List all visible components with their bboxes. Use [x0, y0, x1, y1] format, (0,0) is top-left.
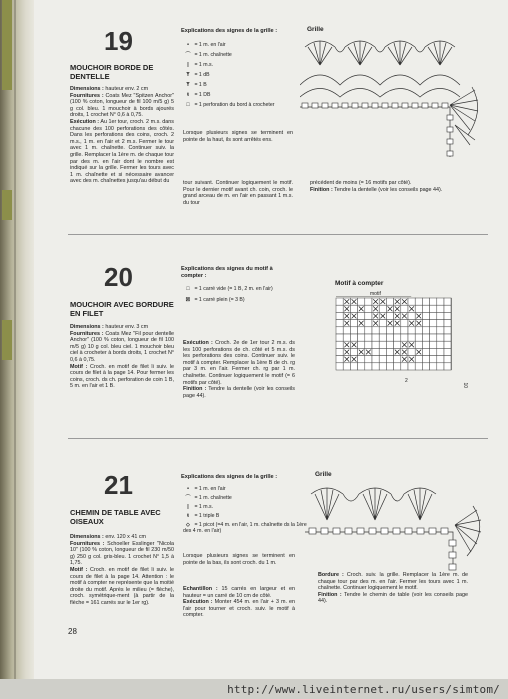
filet-cell — [444, 334, 451, 341]
filet-cell — [408, 312, 415, 319]
filet-cell — [422, 334, 429, 341]
section-20-side-number: 10 — [462, 382, 469, 389]
watermark-bar — [0, 679, 508, 699]
filet-cell — [336, 334, 343, 341]
section-21-title: CHEMIN DE TABLE AVEC OISEAUX — [70, 508, 161, 526]
filet-cell — [365, 327, 372, 334]
single-crochet-icon: | — [187, 62, 189, 68]
text: Coats Mez "Spitzen Anchor" (100 % coton, longueur de fil 100 m/5 g) 5 g col. bleu. 1 mouchoir à bords ajourés droits, 1 crochet N° 0,6 à 0,75. — [70, 92, 174, 119]
filet-cell — [386, 363, 393, 370]
filet-cell — [358, 312, 365, 319]
spine-green-strip — [2, 320, 12, 360]
filet-cell — [350, 363, 357, 370]
filet-cell — [437, 320, 444, 327]
text: Au 1er tour, croch. 2 m.s. dans chacune des 100 perforations des côtés. Dans les perforations des coins, croch. 2 m.s., 1 m. en l'air et 2 m.s. Fermer le tour avec 1 m. chaînette. Continuer suiv. la grille. Remplacer la 1ère m. de chaque tour par des m. en l'air dont le nombre est indiqué sur la grille. Fermer les tours avec 1 m. chaînette et si nécessaire avancer avec des m. chaînettes jusqu'au début du — [70, 118, 174, 185]
section-20-figure-label: motif — [370, 291, 381, 297]
filet-cell — [437, 327, 444, 334]
filet-cell — [365, 356, 372, 363]
label: Finition : — [183, 386, 207, 393]
filet-cell — [365, 298, 372, 305]
label: Dimensions : — [70, 324, 104, 330]
text: Croch. en motif de filet li suiv. le cours de filet à la page 14. Attention : le motif à compter ne représente que la moitié droite du motif. Après le milieu (= flèche), croch. symétrique-ment (à partir de la flèche = 161 carrés sur le 1er rg). — [70, 566, 175, 606]
filet-cell — [379, 363, 386, 370]
filet-cell — [372, 356, 379, 363]
label: Motif : — [70, 566, 88, 573]
label: Echantillon : — [183, 586, 218, 592]
treble-icon: Ŧ — [186, 82, 190, 88]
section-19-legend — [183, 42, 274, 112]
filet-cell — [408, 327, 415, 334]
filet-cell — [415, 298, 422, 305]
section-20-filet-chart — [334, 296, 469, 391]
label: Fournitures : — [70, 92, 104, 99]
label: Exécution : — [183, 340, 213, 346]
legend-text: = 1 carré plein (= 3 B) — [194, 297, 245, 303]
chain-stitch-icon: • — [187, 486, 189, 492]
single-crochet-icon: | — [187, 504, 189, 510]
filet-cell — [336, 298, 343, 305]
filet-cell — [336, 341, 343, 348]
text: Tendre la dentelle (voir les conseils page 44). — [334, 186, 443, 193]
filet-cell — [358, 334, 365, 341]
filet-cell — [343, 363, 350, 370]
filet-cell — [358, 341, 365, 348]
section-20-figure-title: Motif à compter — [335, 280, 384, 287]
half-treble-icon: Ŧ — [186, 72, 190, 78]
label: Bordure : — [318, 572, 344, 578]
spine-green-strip — [2, 190, 12, 220]
legend-text: = 1 DB — [194, 92, 211, 98]
legend-text: = 1 m. en l'air — [194, 486, 226, 492]
filet-cell — [444, 327, 451, 334]
filet-cell — [386, 298, 393, 305]
section-20-title: MOUCHOIR AVEC BORDURE EN FILET — [70, 300, 174, 318]
filet-cell — [430, 356, 437, 363]
section-19-figure-title: Grille — [307, 26, 324, 33]
filet-cell — [415, 334, 422, 341]
filet-cell — [437, 305, 444, 312]
filet-cell — [379, 334, 386, 341]
section-19-crochet-diagram — [300, 35, 480, 160]
filet-cell — [422, 341, 429, 348]
legend-text: = 1 perforation du bord à crocheter — [194, 102, 275, 108]
filet-cell — [415, 356, 422, 363]
filet-cell — [350, 334, 357, 341]
filet-cell — [394, 356, 401, 363]
empty-square-icon: □ — [186, 286, 190, 292]
text: Croch. en motif de filet li suiv. le cours de filet à la page 14. Pour fermer les coins, croch. ds ch. perforation de coin 1 B, 5 m. en l'air et 1 B. — [70, 363, 175, 390]
text: hauteur env. 3 cm — [105, 324, 149, 330]
filet-cell — [350, 348, 357, 355]
filled-square-icon: ☒ — [185, 297, 191, 303]
filet-cell — [336, 305, 343, 312]
filet-cell — [422, 312, 429, 319]
filet-cell — [408, 334, 415, 341]
triple-treble-icon: ŧ — [187, 513, 189, 519]
spine-green-strip — [2, 0, 12, 90]
section-19-number: 19 — [104, 26, 133, 56]
section-20-legend-title: Explications des signes du motif à compter : — [181, 266, 273, 279]
chain-stitch-icon: • — [187, 42, 189, 48]
filet-cell — [386, 341, 393, 348]
filet-cell — [365, 305, 372, 312]
filet-cell — [372, 363, 379, 370]
filet-cell — [430, 327, 437, 334]
filet-cell — [422, 320, 429, 327]
filet-cell — [444, 298, 451, 305]
section-divider — [68, 234, 488, 235]
filet-cell — [437, 298, 444, 305]
filet-cell — [437, 356, 444, 363]
filet-cell — [422, 298, 429, 305]
label: Exécution : — [70, 118, 100, 125]
filet-cell — [386, 312, 393, 319]
filet-cell — [336, 363, 343, 370]
fan-motif — [311, 488, 436, 520]
filet-cell — [336, 312, 343, 319]
label: Motif : — [70, 363, 88, 370]
section-21-figure-title: Grille — [315, 471, 332, 478]
filet-cell — [437, 312, 444, 319]
legend-text: = 1 m.s. — [194, 504, 214, 510]
filet-cell — [408, 348, 415, 355]
filet-cell — [444, 363, 451, 370]
picot-icon: ◇ — [186, 522, 190, 528]
filet-cell — [350, 320, 357, 327]
label: Finition : — [310, 186, 333, 193]
filet-cell — [444, 341, 451, 348]
fan-motif — [305, 41, 455, 65]
section-19-legend-note: Lorsque plusieurs signes se terminent en pointe de la haut, ils sont arrêtés ens. — [183, 130, 293, 143]
filet-cell — [379, 356, 386, 363]
book-spine — [0, 0, 34, 699]
legend-text: = 1 m.s. — [194, 62, 214, 68]
filet-cell — [372, 334, 379, 341]
filet-cell — [379, 341, 386, 348]
slip-stitch-icon: ⌒ — [185, 52, 191, 58]
filet-cell — [430, 298, 437, 305]
text: Monter 454 m. en l'air + 3 m. en l'air pour tourner et croch. suiv. le motif à compter. — [183, 599, 296, 619]
filet-cell — [422, 363, 429, 370]
section-19-legend-title: Explications des signes de la grille : — [181, 28, 278, 34]
filet-cell — [386, 327, 393, 334]
filet-cell — [430, 305, 437, 312]
filet-cell — [444, 356, 451, 363]
section-19-continuation: tour suivant. Continuer logiquement le motif. Pour le dernier motif avant ch. coin, croch. le grand arceau de m. en l'air en passant 1 m.s. du tour — [183, 180, 293, 206]
filet-cell — [336, 320, 343, 327]
filet-cell — [444, 312, 451, 319]
filet-cell — [379, 348, 386, 355]
legend-text: = 1 m. chaînette — [194, 52, 232, 58]
filet-cell — [430, 334, 437, 341]
filet-cell — [358, 298, 365, 305]
legend-text: = 1 B — [194, 82, 207, 88]
filet-cell — [372, 327, 379, 334]
legend-text: = 1 triple B — [194, 513, 220, 519]
filet-cell — [401, 363, 408, 370]
filet-cell — [430, 312, 437, 319]
section-20-corner-number: 2 — [405, 378, 408, 384]
label: Finition : — [318, 591, 342, 598]
section-20-text — [70, 324, 174, 390]
text: 15 carrés en largeur et en hauteur = un carré de 10 cm de côté. — [183, 586, 295, 599]
text: hauteur env. 2 cm — [105, 86, 149, 92]
filet-cell — [437, 348, 444, 355]
filet-cell — [379, 327, 386, 334]
filet-cell — [343, 327, 350, 334]
filet-cell — [401, 334, 408, 341]
filet-cell — [430, 320, 437, 327]
filet-cell — [422, 305, 429, 312]
filet-cell — [444, 348, 451, 355]
label: Dimensions : — [70, 86, 104, 92]
filet-cell — [444, 305, 451, 312]
spine-edge — [14, 0, 16, 699]
filet-cell — [430, 341, 437, 348]
filet-cell — [401, 327, 408, 334]
section-19-title: MOUCHOIR BORDE DE DENTELLE — [70, 63, 154, 81]
section-20-legend — [183, 286, 273, 308]
filet-cell — [365, 334, 372, 341]
section-divider — [68, 438, 488, 439]
text: Tendre la dentelle (voir les conseils page 44). — [183, 386, 295, 399]
filet-cell — [365, 363, 372, 370]
filet-cell — [358, 356, 365, 363]
double-treble-icon: ŧ — [187, 92, 189, 98]
label: Fournitures : — [70, 330, 104, 337]
filet-cell — [336, 356, 343, 363]
section-19-continuation-end — [310, 180, 460, 193]
filet-cell — [415, 341, 422, 348]
filet-cell — [401, 320, 408, 327]
filet-cell — [350, 305, 357, 312]
section-21-legend — [183, 486, 308, 536]
filet-cell — [394, 341, 401, 348]
filet-cell — [372, 348, 379, 355]
filet-cell — [365, 341, 372, 348]
text: Schoeller Esslinger "Nicola 10" (100 % coton, longueur de fil 230 m/50 g) 250 g col. gris-bleu. 1 crochet N° 1,5 à 1,75. — [70, 540, 174, 567]
label: Dimensions : — [70, 534, 104, 540]
filet-cell — [386, 334, 393, 341]
section-20-body — [183, 340, 295, 399]
slip-stitch-icon: ⌒ — [185, 495, 191, 501]
section-21-body — [183, 586, 295, 619]
filet-cell — [386, 348, 393, 355]
filet-cell — [365, 320, 372, 327]
filet-cell — [408, 298, 415, 305]
legend-text: = 1 dB — [194, 72, 210, 78]
legend-text: = 1 carré vide (= 1 B, 2 m. en l'air) — [194, 286, 273, 292]
filet-cell — [394, 334, 401, 341]
filet-cell — [379, 320, 386, 327]
text: Croch. suiv. la grille. Remplacer la 1ère m. de chaque tour par des m. en l'air. Fermer les tours avec 1 m. chaînette. Continuer logiquement le motif. — [318, 572, 469, 592]
section-21-legend-note: Lorsque plusieurs signes se terminent en pointe de la bas, ils sont croch. du 1 m. — [183, 553, 295, 566]
filet-cell — [430, 348, 437, 355]
legend-text: = 1 picot (=4 m. en l'air, 1 m. chaînette ds la 1ère des 4 m. en l'air) — [183, 522, 307, 534]
filet-cell — [408, 363, 415, 370]
filet-cell — [422, 348, 429, 355]
section-21-bordure — [318, 572, 468, 605]
filet-cell — [394, 327, 401, 334]
filet-cell — [415, 305, 422, 312]
section-21-legend-title: Explications des signes de la grille : — [181, 474, 278, 480]
filet-cell — [386, 356, 393, 363]
filet-cell — [430, 363, 437, 370]
section-20-number: 20 — [104, 262, 133, 292]
text: Croch. 2e de 1er tour 2 m.s. ds les 100 perforations de ch. côté et 5 m.s. ds les perforations des coins. Continuer suiv. le motif à compter. Remplacer la 1ère B de ch. rg par 3 m. en l'air. Fermer ch. rg par 1 m. chaînette. Continuer logiquement le motif (= 6 motifs par côté). — [183, 340, 296, 386]
filet-cell — [422, 356, 429, 363]
filet-cell — [358, 363, 365, 370]
label: Fournitures : — [70, 540, 105, 547]
legend-text: = 1 m. en l'air — [194, 42, 226, 48]
section-19-text — [70, 86, 174, 185]
filet-cell — [336, 348, 343, 355]
perforation-icon: □ — [186, 102, 190, 108]
filet-cell — [422, 327, 429, 334]
filet-cell — [415, 327, 422, 334]
text: précédent de moins (= 16 motifs par côté). — [310, 180, 412, 186]
watermark-url: http://www.liveinternet.ru/users/simtom/ — [227, 683, 500, 696]
label: Exécution : — [183, 599, 213, 606]
filet-cell — [437, 363, 444, 370]
text: env. 120 x 41 cm — [105, 534, 147, 540]
filet-cell — [394, 363, 401, 370]
filet-cell — [437, 341, 444, 348]
section-21-number: 21 — [104, 470, 133, 500]
filet-cell — [415, 363, 422, 370]
section-21-crochet-diagram — [305, 480, 485, 575]
filet-cell — [444, 320, 451, 327]
filet-cell — [343, 334, 350, 341]
filet-cell — [437, 334, 444, 341]
filet-cell — [365, 312, 372, 319]
filet-cell — [358, 327, 365, 334]
filet-cell — [401, 305, 408, 312]
filet-cell — [350, 327, 357, 334]
page-number: 28 — [68, 627, 77, 636]
filet-cell — [336, 327, 343, 334]
section-21-text — [70, 534, 174, 607]
filet-cell — [372, 341, 379, 348]
text: Tendre le chemin de table (voir les conseils page 44). — [318, 591, 468, 605]
text: Coats Mez "Fil pour dentelle Anchor" (100 % coton, longueur de fil 100 m/5 g) 10 g col. bleu ciel. 1 mouchoir bleu ciel à crocheter à bords droits, 1 crochet N° 0,6 à 0,75. — [70, 330, 175, 363]
legend-text: = 1 m. chaînette — [194, 495, 232, 501]
filet-cell — [379, 305, 386, 312]
